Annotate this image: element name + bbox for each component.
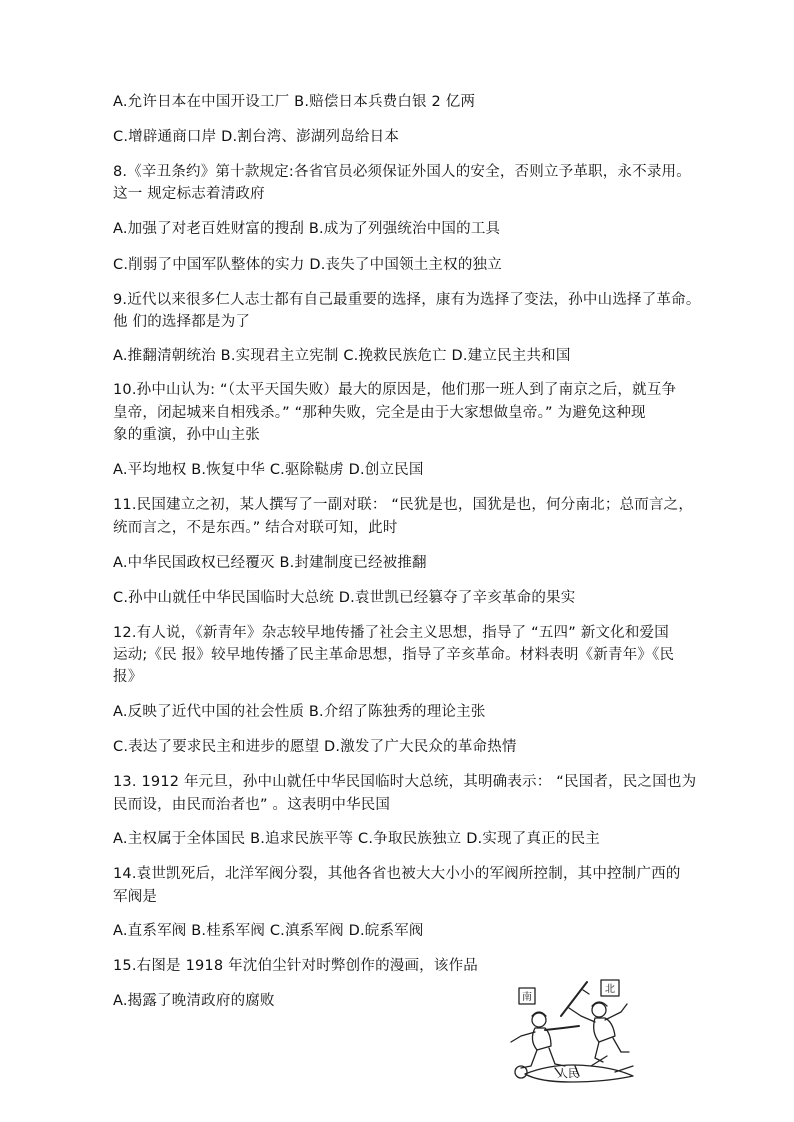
q12-options-ab: A.反映了近代中国的社会性质 B.介绍了陈独秀的理论主张: [113, 704, 486, 720]
q11-stem-line2: 统而言之，不是东西。” 结合对联可知，此时: [113, 520, 398, 536]
q15-option-a: A.揭露了晚清政府的腐败: [113, 993, 275, 1009]
q13-stem-line1: 13. 1912 年元旦，孙中山就任中华民国临时大总统，其明确表示： “民国者，民之国也为: [113, 774, 697, 790]
q15-stem: 15.右图是 1918 年沈伯尘针对时弊创作的漫画，该作品: [113, 958, 478, 974]
q12-stem-line1: 12.有人说，《新青年》杂志较早地传播了社会主义思想，指导了 “五四” 新文化和爱国: [113, 625, 669, 641]
south-soldier-head: [532, 1013, 546, 1027]
q10-stem-line2: 皇帝，闭起城来自相残杀。” “那种失败，完全是由于大家想做皇帝。” 为避免这种现: [113, 405, 646, 421]
south-soldier-body: [532, 1028, 551, 1050]
q9-stem-line1: 9.近代以来很多仁人志士都有自己最重要的选择，康有为选择了变法，孙中山选择了革命。: [113, 292, 701, 308]
north-label: 北: [605, 984, 615, 995]
people-label: 人民: [557, 1067, 579, 1080]
q8-stem-line1: 8.《辛丑条约》第十款规定:各省官员必须保证外国人的安全，否则立予革职，永不录用。: [113, 164, 691, 180]
q11-options-ab: A.中华民国政权已经覆灭 B.封建制度已经被推翻: [113, 555, 427, 571]
north-soldier-body: [594, 1018, 615, 1042]
cartoon-illustration: [495, 976, 645, 1086]
north-soldier-head: [592, 1003, 606, 1017]
q8-options-cd: C.削弱了中国军队整体的实力 D.丧失了中国领土主权的独立: [113, 257, 502, 273]
q11-options-cd: C.孙中山就任中华民国临时大总统 D.袁世凯已经篡夺了辛亥革命的果实: [113, 590, 576, 606]
rifle-icon: [545, 1026, 579, 1030]
q12-options-cd: C.表达了要求民主和进步的愿望 D.激发了广大民众的革命热情: [113, 739, 517, 755]
q8-options-ab: A.加强了对老百姓财富的搜刮 B.成为了列强统治中国的工具: [113, 221, 501, 237]
q10-options: A.平均地权 B.恢复中华 C.驱除鞑虏 D.创立民国: [113, 462, 424, 478]
q10-stem-line3: 象的重演，孙中山主张: [113, 427, 260, 443]
q14-stem-line2: 军阀是: [113, 889, 158, 905]
south-label: 南: [522, 992, 532, 1003]
q9-stem-line2: 他 们的选择都是为了: [113, 314, 251, 330]
q7-options-ab: A.允许日本在中国开设工厂 B.赔偿日本兵费白银 2 亿两: [113, 94, 476, 110]
q8-stem-line2: 这一 规定标志着清政府: [113, 186, 265, 202]
q11-stem-line1: 11.民国建立之初，某人撰写了一副对联： “民犹是也，国犹是也，何分南北；总而言之，: [113, 497, 694, 513]
q12-stem-line2: 运动;《民 报》较早地传播了民主革命思想，指导了辛亥革命。材料表明《新青年》《民: [113, 647, 675, 663]
q13-options: A.主权属于全体国民 B.追求民族平等 C.争取民族独立 D.实现了真正的民主: [113, 831, 600, 847]
people-figure: [525, 1065, 633, 1082]
q7-options-cd: C.增辟通商口岸 D.割台湾、澎湖列岛给日本: [113, 129, 400, 145]
q14-options: A.直系军阀 B.桂系军阀 C.滇系军阀 D.皖系军阀: [113, 923, 424, 939]
q13-stem-line2: 民而设，由民而治者也” 。这表明中华民国: [113, 797, 391, 813]
q14-stem-line1: 14.袁世凯死后，北洋军阀分裂，其他各省也被大大小小的军阀所控制，其中控制广西的: [113, 866, 681, 882]
q9-options: A.推翻清朝统治 B.实现君主立宪制 C.挽救民族危亡 D.建立民主共和国: [113, 348, 571, 364]
q12-stem-line3: 报》: [113, 669, 143, 685]
q10-stem-line1: 10.孙中山认为: “（太平天国失败）最大的原因是，他们那一班人到了南京之后，就互争: [113, 382, 677, 398]
